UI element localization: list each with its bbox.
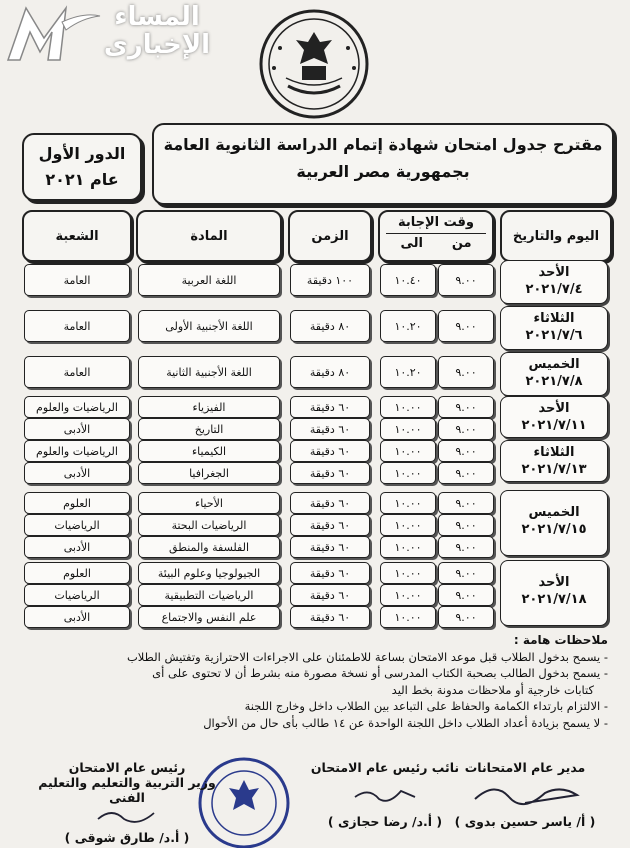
branch-cell: العامة xyxy=(24,356,130,388)
header-duration: الزمن xyxy=(288,210,372,262)
watermark-line1: المساء xyxy=(114,2,200,32)
to-cell: ١٠.٢٠ xyxy=(380,310,436,342)
note-item: - الالتزام بارتداء الكمامة والحفاظ على التباعد بين الطلاب داخل وخارج اللجنة xyxy=(244,699,608,713)
to-cell: ١٠.٠٠ xyxy=(380,536,436,558)
branch-cell: العامة xyxy=(24,310,130,342)
ministry-seal-icon xyxy=(258,8,370,120)
from-cell: ٩.٠٠ xyxy=(438,310,494,342)
round-year: عام ٢٠٢١ xyxy=(45,170,119,189)
m-logo-icon xyxy=(4,2,104,64)
day-cell: الأحد ٢٠٢١/٧/١١ xyxy=(500,396,608,438)
to-cell: ١٠.٠٠ xyxy=(380,514,436,536)
from-cell: ٩.٠٠ xyxy=(438,492,494,514)
from-cell: ٩.٠٠ xyxy=(438,396,494,418)
duration-cell: ٦٠ دقيقة xyxy=(290,514,370,536)
to-cell: ١٠.٠٠ xyxy=(380,562,436,584)
handwritten-signature-icon xyxy=(465,775,585,811)
from-cell: ٩.٠٠ xyxy=(438,264,494,296)
signature-deputy-head: نائب رئيس عام الامتحان ( أ.د/ رضا حجازى ) xyxy=(310,760,460,829)
subject-cell: الأحياء xyxy=(138,492,280,514)
day-cell: الخميس ٢٠٢١/٧/١٥ xyxy=(500,490,608,556)
header-subject: المادة xyxy=(136,210,282,262)
to-cell: ١٠.٤٠ xyxy=(380,264,436,296)
branch-cell: العلوم xyxy=(24,492,130,514)
to-cell: ١٠.٠٠ xyxy=(380,606,436,628)
handwritten-signature-icon xyxy=(345,775,425,811)
subject-cell: التاريخ xyxy=(138,418,280,440)
signature-head: رئيس عام الامتحان وزير التربية والتعليم والتعليم الفنى ( أ.د/ طارق شوقى ) xyxy=(38,760,216,845)
watermark-line2: الإخبارى xyxy=(103,30,211,60)
header-day: اليوم والتاريخ xyxy=(500,210,612,262)
duration-cell: ٨٠ دقيقة xyxy=(290,356,370,388)
handwritten-signature-icon xyxy=(92,805,162,827)
note-item: كتابات خارجية أو ملاحظات مدونة بخط اليد xyxy=(391,682,594,697)
round-box xyxy=(22,133,142,201)
subject-cell: اللغة العربية xyxy=(138,264,280,296)
watermark-logo xyxy=(0,0,215,70)
page-subtitle: بجمهورية مصر العربية xyxy=(296,162,470,181)
branch-cell: الأدبى xyxy=(24,418,130,440)
signature-exams-director: مدير عام الامتحانات ( أ/ ياسر حسين بدوى ) xyxy=(454,760,596,829)
subject-cell: الجغرافيا xyxy=(138,462,280,484)
day-cell: الأحد ٢٠٢١/٧/١٨ xyxy=(500,560,608,626)
from-cell: ٩.٠٠ xyxy=(438,356,494,388)
day-cell: الثلاثاء ٢٠٢١/٧/١٣ xyxy=(500,440,608,482)
note-item: - لا يسمح بزيادة أعداد الطلاب داخل اللجنة الواحدة عن ١٤ طالب بأى حال من الأحوال xyxy=(203,715,608,730)
round-label: الدور الأول xyxy=(38,144,126,163)
duration-cell: ٦٠ دقيقة xyxy=(290,606,370,628)
branch-cell: الأدبى xyxy=(24,462,130,484)
subject-cell: الفلسفة والمنطق xyxy=(138,536,280,558)
header-from-to xyxy=(386,233,486,251)
notes-title: ملاحظات هامة : xyxy=(513,633,608,647)
from-cell: ٩.٠٠ xyxy=(438,440,494,462)
to-cell: ١٠.٠٠ xyxy=(380,418,436,440)
duration-cell: ٨٠ دقيقة xyxy=(290,310,370,342)
subject-cell: الفيزياء xyxy=(138,396,280,418)
header-branch: الشعبة xyxy=(22,210,132,262)
header-answer-time: وقت الإجابة من الى xyxy=(378,210,494,262)
notes-section xyxy=(18,632,608,731)
branch-cell: الرياضيات والعلوم xyxy=(24,396,130,418)
subject-cell: الجيولوجيا وعلوم البيئة xyxy=(138,562,280,584)
header-to: الى xyxy=(400,236,423,251)
duration-cell: ٦٠ دقيقة xyxy=(290,536,370,558)
duration-cell: ٦٠ دقيقة xyxy=(290,396,370,418)
duration-cell: ١٠٠ دقيقة xyxy=(290,264,370,296)
subject-cell: اللغة الأجنبية الثانية xyxy=(138,356,280,388)
day-cell: الثلاثاء ٢٠٢١/٧/٦ xyxy=(500,306,608,350)
branch-cell: العامة xyxy=(24,264,130,296)
to-cell: ١٠.٠٠ xyxy=(380,396,436,418)
note-item: - يسمح بدخول الطالب بصحبة الكتاب المدرسى أو نسخة مصورة منه بشرط أن لا تحتوى على أى xyxy=(152,666,608,680)
to-cell: ١٠.٠٠ xyxy=(380,440,436,462)
from-cell: ٩.٠٠ xyxy=(438,418,494,440)
from-cell: ٩.٠٠ xyxy=(438,584,494,606)
branch-cell: الرياضيات xyxy=(24,514,130,536)
note-item: - يسمح بدخول الطلاب قبل موعد الامتحان بساعة للاطمئنان على الاجراءات الاحترازية وتفتيش الطلاب xyxy=(126,649,608,664)
title-box xyxy=(152,123,614,205)
from-cell: ٩.٠٠ xyxy=(438,536,494,558)
branch-cell: الرياضيات والعلوم xyxy=(24,440,130,462)
branch-cell: العلوم xyxy=(24,562,130,584)
header-from: من xyxy=(451,236,472,251)
subject-cell: الرياضيات التطبيقية xyxy=(138,584,280,606)
branch-cell: الرياضيات xyxy=(24,584,130,606)
subject-cell: الرياضيات البحتة xyxy=(138,514,280,536)
from-cell: ٩.٠٠ xyxy=(438,562,494,584)
duration-cell: ٦٠ دقيقة xyxy=(290,492,370,514)
duration-cell: ٦٠ دقيقة xyxy=(290,462,370,484)
page-title: مقترح جدول امتحان شهادة إتمام الدراسة الثانوية العامة xyxy=(163,135,603,154)
to-cell: ١٠.٠٠ xyxy=(380,584,436,606)
subject-cell: الكيمياء xyxy=(138,440,280,462)
duration-cell: ٦٠ دقيقة xyxy=(290,584,370,606)
to-cell: ١٠.٠٠ xyxy=(380,462,436,484)
day-cell: الأحد ٢٠٢١/٧/٤ xyxy=(500,260,608,304)
duration-cell: ٦٠ دقيقة xyxy=(290,418,370,440)
subject-cell: علم النفس والاجتماع xyxy=(138,606,280,628)
branch-cell: الأدبى xyxy=(24,606,130,628)
from-cell: ٩.٠٠ xyxy=(438,606,494,628)
from-cell: ٩.٠٠ xyxy=(438,462,494,484)
duration-cell: ٦٠ دقيقة xyxy=(290,440,370,462)
to-cell: ١٠.٢٠ xyxy=(380,356,436,388)
subject-cell: اللغة الأجنبية الأولى xyxy=(138,310,280,342)
duration-cell: ٦٠ دقيقة xyxy=(290,562,370,584)
from-cell: ٩.٠٠ xyxy=(438,514,494,536)
day-cell: الخميس ٢٠٢١/٧/٨ xyxy=(500,352,608,396)
to-cell: ١٠.٠٠ xyxy=(380,492,436,514)
branch-cell: الأدبى xyxy=(24,536,130,558)
